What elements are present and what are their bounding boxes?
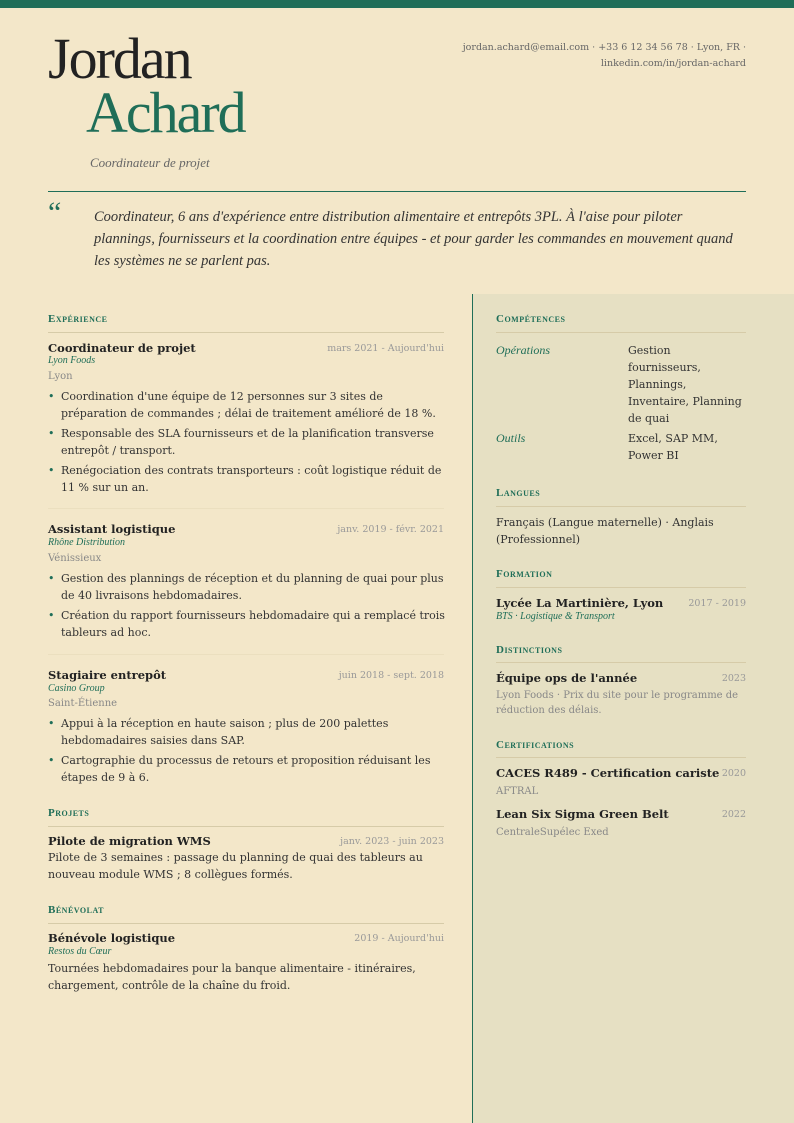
contact-line-2[interactable]: linkedin.com/in/jordan-achard xyxy=(600,58,746,69)
section-divider xyxy=(496,757,746,758)
skill-group-value: Gestion fournisseurs, Plannings, Inventaire, Planning de quai xyxy=(628,344,742,425)
contact-info xyxy=(446,40,746,72)
experience-date: juin 2018 - sept. 2018 xyxy=(338,670,444,681)
experience-location: Vénissieux xyxy=(48,553,102,564)
bullet-item: • Appui à la réception en haute saison ; plus de 200 palettes hebdomadaires saisies dans SAP. xyxy=(48,715,446,749)
bullet-item: • Création du rapport fournisseurs hebdomadaire qui a remplacé trois tableurs ad hoc. xyxy=(48,607,446,641)
skill-group-label: Opérations xyxy=(496,343,550,357)
experience-bullets xyxy=(48,570,446,644)
experience-title: Stagiaire entrepôt xyxy=(48,668,167,682)
bullet-item: • Coordination d'une équipe de 12 personnes sur 3 sites de préparation de commandes ; délai de traitement amélioré de 18 %. xyxy=(48,388,446,422)
experience-title: Assistant logistique xyxy=(48,522,176,536)
section-title-certifications: Certifications xyxy=(496,739,575,751)
certification-date: 2020 xyxy=(721,768,746,779)
section-title-languages: Langues xyxy=(496,487,541,499)
volunteer-description: Tournées hebdomadaires pour la banque alimentaire - itinéraires, chargement, contrôle de la chaîne du froid. xyxy=(48,962,416,992)
experience-bullets xyxy=(48,388,446,499)
experience-org: Rhône Distribution xyxy=(48,537,125,548)
skill-group-label: Outils xyxy=(496,431,526,445)
section-title-volunteer: Bénévolat xyxy=(48,904,104,916)
volunteer-org: Restos du Cœur xyxy=(48,946,112,957)
bullet-item: • Renégociation des contrats transporteurs : coût logistique réduit de 11 % sur un an. xyxy=(48,462,446,496)
section-divider xyxy=(496,587,746,588)
contact-line-1[interactable]: jordan.achard@email.com · +33 6 12 34 56 78 · Lyon, FR · xyxy=(462,42,746,53)
certification-date: 2022 xyxy=(721,809,746,820)
education-degree: BTS · Logistique & Transport xyxy=(496,611,615,622)
award-description: Lyon Foods · Prix du site pour le programme de réduction des délais. xyxy=(496,690,739,716)
section-divider xyxy=(48,826,444,827)
experience-org: Lyon Foods xyxy=(48,355,96,366)
experience-title: Coordinateur de projet xyxy=(48,341,196,355)
education-date: 2017 - 2019 xyxy=(688,598,746,609)
section-title-skills: Compétences xyxy=(496,313,566,325)
first-name: Jordan xyxy=(48,26,191,91)
section-title-projects: Projets xyxy=(48,807,90,819)
award-date: 2023 xyxy=(721,673,746,684)
entry-divider xyxy=(48,508,444,509)
experience-location: Saint-Étienne xyxy=(48,698,118,709)
bullet-item: • Cartographie du processus de retours et proposition réduisant les étapes de 9 à 6. xyxy=(48,752,446,786)
project-date: janv. 2023 - juin 2023 xyxy=(340,836,444,847)
section-title-experience: Expérience xyxy=(48,313,108,325)
section-divider xyxy=(496,332,746,333)
certification-issuer: CentraleSupélec Exed xyxy=(496,827,609,838)
experience-org: Casino Group xyxy=(48,683,105,694)
certification-title: CACES R489 - Certification cariste xyxy=(496,766,720,780)
top-accent-bar xyxy=(0,0,794,8)
award-title: Équipe ops de l'année xyxy=(496,671,638,685)
quote-icon: “ xyxy=(48,196,62,229)
experience-bullets xyxy=(48,715,446,789)
experience-date: janv. 2019 - févr. 2021 xyxy=(337,524,444,535)
section-title-education: Formation xyxy=(496,568,553,580)
bullet-item: • Responsable des SLA fournisseurs et de la planification transverse entrepôt / transport. xyxy=(48,425,446,459)
volunteer-title: Bénévole logistique xyxy=(48,931,176,945)
last-name: Achard xyxy=(86,80,245,145)
skill-group-value: Excel, SAP MM, Power BI xyxy=(628,432,718,462)
bullet-item: • Gestion des plannings de réception et du planning de quai pour plus de 40 livraisons hebdomadaires. xyxy=(48,570,446,604)
section-title-awards: Distinctions xyxy=(496,644,563,656)
section-divider xyxy=(48,332,444,333)
education-school: Lycée La Martinière, Lyon xyxy=(496,596,664,610)
entry-divider xyxy=(48,654,444,655)
header-divider xyxy=(48,191,746,192)
section-divider xyxy=(48,923,444,924)
project-title: Pilote de migration WMS xyxy=(48,834,211,848)
section-divider xyxy=(496,662,746,663)
project-description: Pilote de 3 semaines : passage du planning de quai des tableurs au nouveau module WMS ; 8 collègues formés. xyxy=(48,851,423,881)
job-title: Coordinateur de projet xyxy=(90,155,210,170)
experience-date: mars 2021 - Aujourd'hui xyxy=(327,343,444,354)
summary: Coordinateur, 6 ans d'expérience entre distribution alimentaire et entrepôts 3PL. À l'aise pour piloter plannings, fournisseurs et la coordination entre équipes - et pour garder les commandes en mouvement quand les systèmes ne se parlent pas. xyxy=(94,209,733,269)
certification-title: Lean Six Sigma Green Belt xyxy=(496,807,669,821)
volunteer-date: 2019 - Aujourd'hui xyxy=(354,933,444,944)
experience-location: Lyon xyxy=(48,371,73,382)
section-divider xyxy=(496,506,746,507)
certification-issuer: AFTRAL xyxy=(496,786,539,797)
languages-list: Français (Langue maternelle) · Anglais (Professionnel) xyxy=(496,516,714,546)
